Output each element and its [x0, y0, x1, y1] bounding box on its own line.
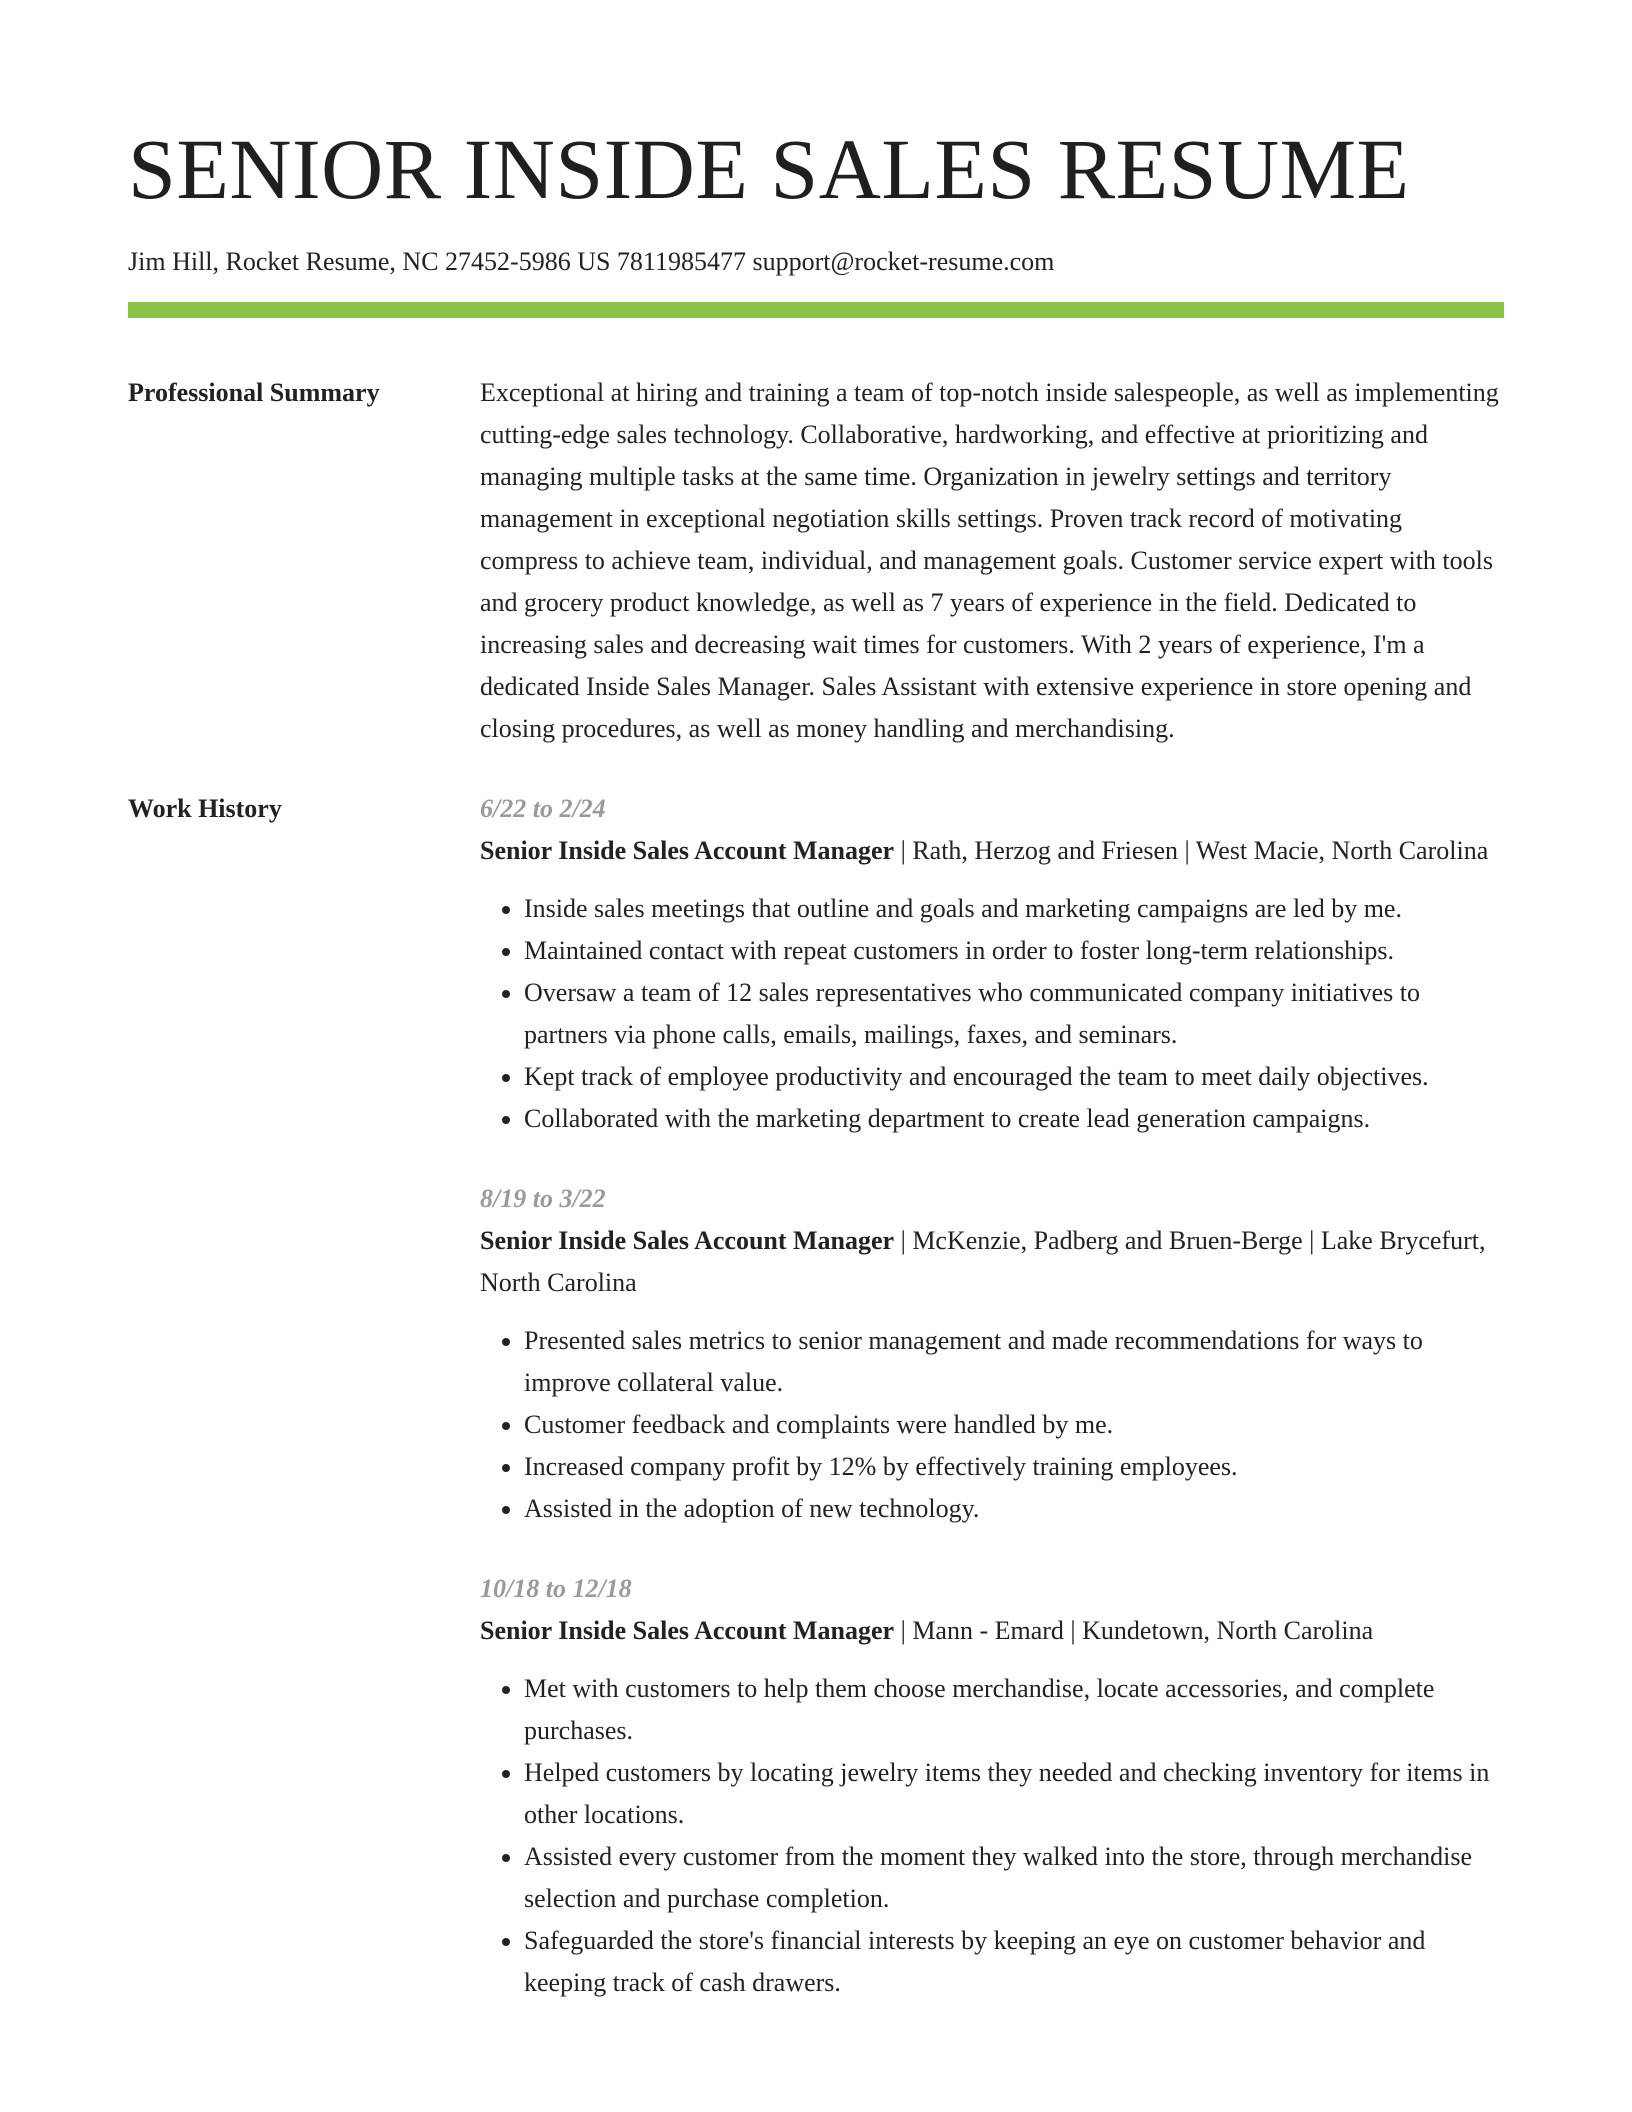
job-bullet: • Presented sales metrics to senior management and made recommendations for ways to improve collateral value. [524, 1320, 1504, 1404]
job-dates: 8/19 to 3/22 [480, 1184, 606, 1213]
job-bullet: • Maintained contact with repeat customers in order to foster long-term relationships. [524, 930, 1504, 972]
job-header [480, 830, 1504, 872]
job-bullet: • Inside sales meetings that outline and goals and marketing campaigns are led by me. [524, 888, 1504, 930]
job-details: | Rath, Herzog and Friesen | West Macie, North Carolina [894, 836, 1489, 865]
work-history-body [480, 788, 1504, 2042]
job-header [480, 1610, 1504, 1652]
job-bullet: • Assisted every customer from the moment they walked into the store, through merchandise selection and purchase completion. [524, 1836, 1504, 1920]
job-bullet: • Kept track of employee productivity and encouraged the team to meet daily objectives. [524, 1056, 1504, 1098]
job-title: Senior Inside Sales Account Manager [480, 836, 895, 865]
job-dates: 6/22 to 2/24 [480, 794, 606, 823]
resume-title: SENIOR INSIDE SALES RESUME [128, 121, 1410, 217]
job-entry [480, 1178, 1504, 1530]
job-bullets [480, 1320, 1504, 1530]
summary-body [480, 372, 1504, 750]
work-history-section [128, 788, 1504, 2042]
job-bullet: • Customer feedback and complaints were handled by me. [524, 1404, 1504, 1446]
job-bullet: • Helped customers by locating jewelry items they needed and checking inventory for items in other locations. [524, 1752, 1504, 1836]
job-bullets [480, 1668, 1504, 2004]
job-bullet: • Met with customers to help them choose merchandise, locate accessories, and complete purchases. [524, 1668, 1504, 1752]
summary-heading: Professional Summary [128, 378, 380, 407]
summary-section [128, 372, 1504, 750]
job-header [480, 1220, 1504, 1304]
work-history-heading: Work History [128, 794, 282, 823]
job-entry [480, 788, 1504, 1140]
summary-text: Exceptional at hiring and training a team of top-notch inside salespeople, as well as implementing cutting-edge sales technology. Collaborative, hardworking, and effective at prioritizing and managing multiple tasks at the same time. Organization in jewelry settings and territory management in exceptional negotiation skills settings. Proven track record of motivating compress to achieve team, individual, and management goals. Customer service expert with tools and grocery product knowledge, as well as 7 years of experience in the field. Dedicated to increasing sales and decreasing wait times for customers. With 2 years of experience, I'm a dedicated Inside Sales Manager. Sales Assistant with extensive experience in store opening and closing procedures, as well as money handling and merchandising. [480, 378, 1499, 743]
job-bullet: • Assisted in the adoption of new technology. [524, 1488, 1504, 1530]
job-bullet: • Safeguarded the store's financial interests by keeping an eye on customer behavior and keeping track of cash drawers. [524, 1920, 1504, 2004]
job-bullet: • Increased company profit by 12% by effectively training employees. [524, 1446, 1504, 1488]
job-details: | Mann - Emard | Kundetown, North Carolina [894, 1616, 1374, 1645]
job-dates: 10/18 to 12/18 [480, 1574, 632, 1603]
job-details: | McKenzie, Padberg and Bruen-Berge | Lake Brycefurt, North Carolina [480, 1226, 1486, 1297]
accent-divider [128, 302, 1504, 318]
job-bullets [480, 888, 1504, 1140]
job-title: Senior Inside Sales Account Manager [480, 1226, 895, 1255]
contact-line: Jim Hill, Rocket Resume, NC 27452-5986 US 7811985477 support@rocket-resume.com [128, 247, 1055, 276]
job-bullet: • Collaborated with the marketing department to create lead generation campaigns. [524, 1098, 1504, 1140]
job-title: Senior Inside Sales Account Manager [480, 1616, 895, 1645]
job-bullet: • Oversaw a team of 12 sales representatives who communicated company initiatives to partners via phone calls, emails, mailings, faxes, and seminars. [524, 972, 1504, 1056]
job-entry [480, 1568, 1504, 2004]
